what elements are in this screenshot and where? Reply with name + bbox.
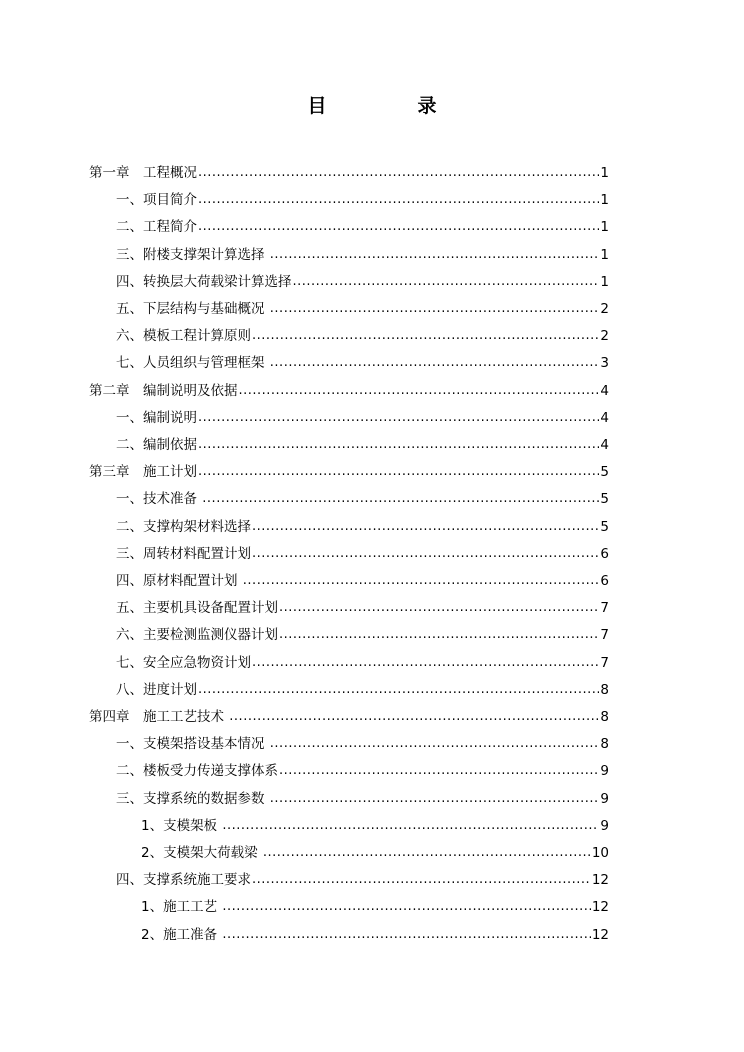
toc-page-number: 6 xyxy=(600,545,609,562)
toc-entry[interactable] xyxy=(116,869,609,891)
toc-entry[interactable] xyxy=(116,597,609,619)
toc-leader-dots xyxy=(229,706,599,728)
toc-page-number: 5 xyxy=(600,518,609,535)
toc-entry[interactable] xyxy=(116,733,609,755)
toc-entry[interactable] xyxy=(116,189,609,211)
toc-page-number: 7 xyxy=(600,654,609,671)
toc-page-number: 3 xyxy=(600,355,609,372)
toc-entry[interactable] xyxy=(89,162,609,184)
toc-entry-title: 二、编制依据 xyxy=(116,437,197,453)
toc-entry-title: 五、主要机具设备配置计划 xyxy=(116,600,278,617)
toc-leader-dots xyxy=(243,570,600,592)
toc-leader-dots xyxy=(293,271,600,293)
toc-entry-title: 三、周转材料配置计划 xyxy=(116,545,251,562)
toc-entry-title: 三、支撑系统的数据参数 xyxy=(116,790,269,807)
toc-page-number: 8 xyxy=(600,709,609,725)
toc-entry[interactable] xyxy=(116,679,609,701)
toc-entry[interactable] xyxy=(116,407,609,429)
toc-entry[interactable] xyxy=(116,570,609,592)
toc-leader-dots xyxy=(270,244,600,266)
toc-entry[interactable] xyxy=(116,325,609,347)
toc-entry-title: 八、进度计划 xyxy=(116,681,197,698)
toc-leader-dots xyxy=(198,679,599,701)
toc-page-number: 1 xyxy=(600,192,609,209)
toc-page-number: 2 xyxy=(600,328,609,345)
toc-entry[interactable] xyxy=(141,842,609,864)
toc-entry-title: 四、转换层大荷载梁计算选择 xyxy=(116,273,292,290)
toc-entry-title: 1、施工工艺 xyxy=(141,899,222,916)
toc-entry-title: 七、人员组织与管理框架 xyxy=(116,355,269,372)
toc-page-number: 4 xyxy=(600,409,609,426)
toc-page-number: 7 xyxy=(600,600,609,617)
toc-page-number: 1 xyxy=(600,246,609,263)
toc-entry[interactable] xyxy=(141,924,609,946)
toc-entry[interactable] xyxy=(116,244,609,266)
toc-leader-dots xyxy=(222,924,590,946)
toc-entry-title: 六、主要检测监测仪器计划 xyxy=(116,627,278,644)
toc-page-number: 4 xyxy=(600,437,609,453)
toc-title: 目 录 xyxy=(307,95,473,117)
toc-entry[interactable] xyxy=(116,298,609,320)
toc-leader-dots xyxy=(252,652,599,674)
toc-leader-dots xyxy=(263,842,591,864)
toc-page-number: 12 xyxy=(591,899,609,916)
toc-entry-title: 四、原材料配置计划 xyxy=(116,573,242,589)
toc-entry-title: 1、支模架板 xyxy=(141,817,222,834)
toc-leader-dots xyxy=(252,543,599,565)
toc-leader-dots xyxy=(239,380,600,402)
toc-entry[interactable] xyxy=(116,271,609,293)
toc-page-number: 9 xyxy=(600,763,609,780)
toc-leader-dots xyxy=(198,162,599,184)
toc-entry-title: 四、支撑系统施工要求 xyxy=(116,872,251,889)
toc-leader-dots xyxy=(252,516,599,538)
toc-entry[interactable] xyxy=(116,352,609,374)
toc-page-number: 2 xyxy=(600,301,609,317)
toc-entry-title: 二、楼板受力传递支撑体系 xyxy=(116,763,278,780)
toc-leader-dots xyxy=(198,407,599,429)
toc-entry-title: 二、工程简介 xyxy=(116,219,197,236)
toc-page-number: 12 xyxy=(591,926,609,943)
toc-entry-title: 第二章 编制说明及依据 xyxy=(89,382,238,399)
toc-leader-dots xyxy=(198,461,599,483)
toc-page-number: 5 xyxy=(600,491,609,508)
toc-entry-title: 第三章 施工计划 xyxy=(89,464,197,481)
toc-entry[interactable] xyxy=(141,815,609,837)
toc-leader-dots xyxy=(198,189,599,211)
toc-page-number: 10 xyxy=(591,845,609,861)
toc-leader-dots xyxy=(252,869,591,891)
toc-entry[interactable] xyxy=(89,706,609,728)
toc-leader-dots xyxy=(279,624,599,646)
toc-leader-dots xyxy=(270,352,600,374)
toc-entry[interactable] xyxy=(116,216,609,238)
toc-entry[interactable] xyxy=(116,652,609,674)
toc-page-number: 9 xyxy=(600,790,609,807)
toc-leader-dots xyxy=(279,760,599,782)
toc-page-number: 9 xyxy=(600,817,609,834)
toc-leader-dots xyxy=(222,815,599,837)
toc-leader-dots xyxy=(198,434,599,456)
toc-page-number: 5 xyxy=(600,464,609,481)
toc-entry-title: 一、项目简介 xyxy=(116,192,197,209)
toc-entry[interactable] xyxy=(116,760,609,782)
toc-entry-title: 七、安全应急物资计划 xyxy=(116,654,251,671)
toc-entry[interactable] xyxy=(116,624,609,646)
toc-leader-dots xyxy=(198,216,599,238)
toc-entry-title: 第一章 工程概况 xyxy=(89,165,197,181)
toc-entry[interactable] xyxy=(116,434,609,456)
toc-entry[interactable] xyxy=(116,488,609,510)
toc-page-number: 1 xyxy=(600,273,609,290)
toc-page-number: 7 xyxy=(600,627,609,644)
toc-page-number: 1 xyxy=(600,165,609,181)
toc-page-number: 1 xyxy=(600,219,609,236)
toc-entry-title: 六、模板工程计算原则 xyxy=(116,328,251,345)
toc-entry-title: 第四章 施工工艺技术 xyxy=(89,709,229,725)
toc-leader-dots xyxy=(202,488,599,510)
toc-page-number: 6 xyxy=(600,573,609,589)
toc-entry[interactable] xyxy=(89,380,609,402)
toc-entry-title: 二、支撑构架材料选择 xyxy=(116,518,251,535)
toc-leader-dots xyxy=(252,325,599,347)
toc-entry[interactable] xyxy=(141,896,609,918)
toc-page-number: 8 xyxy=(600,736,609,753)
toc-page-number: 8 xyxy=(600,681,609,698)
toc-entry-title: 一、编制说明 xyxy=(116,409,197,426)
toc-entry-title: 三、附楼支撑架计算选择 xyxy=(116,246,269,263)
toc-entry[interactable] xyxy=(116,543,609,565)
toc-leader-dots xyxy=(270,733,600,755)
toc-page-number: 12 xyxy=(591,872,609,889)
toc-entry-title: 2、施工准备 xyxy=(141,926,222,943)
toc-entry-title: 五、下层结构与基础概况 xyxy=(116,301,269,317)
toc-page-number: 4 xyxy=(600,382,609,399)
toc-leader-dots xyxy=(270,788,600,810)
toc-entry-title: 一、支模架搭设基本情况 xyxy=(116,736,269,753)
toc-leader-dots xyxy=(222,896,590,918)
toc-entry[interactable] xyxy=(89,461,609,483)
toc-entry[interactable] xyxy=(116,516,609,538)
toc-entry-title: 一、技术准备 xyxy=(116,491,202,508)
toc-leader-dots xyxy=(270,298,600,320)
toc-leader-dots xyxy=(279,597,599,619)
toc-entry[interactable] xyxy=(116,788,609,810)
toc-entry-title: 2、支模架大荷载梁 xyxy=(141,845,262,861)
